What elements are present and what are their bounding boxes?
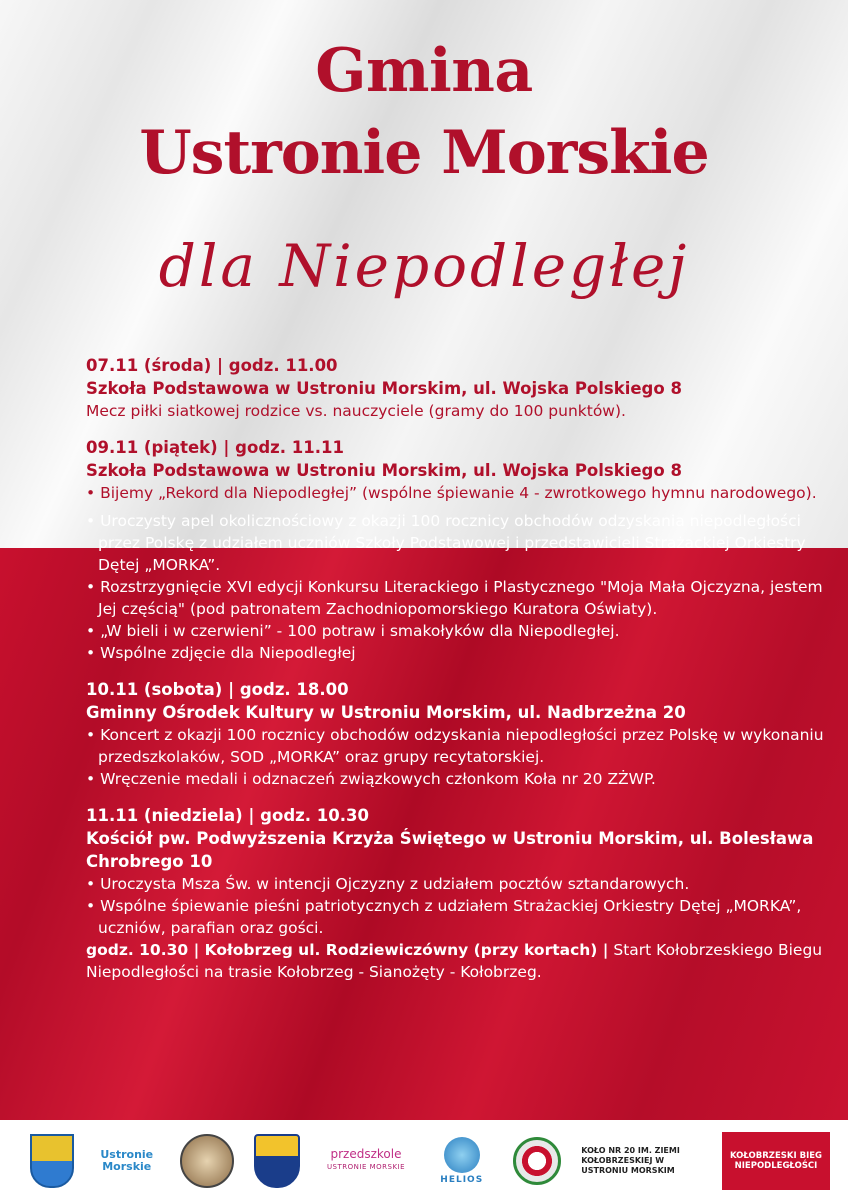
helios-logo xyxy=(432,1133,492,1189)
przedszkole-name: przedszkole xyxy=(330,1147,402,1161)
event-date: 09.11 (piątek) | godz. 11.11 xyxy=(86,438,344,457)
kolo-name: KOŁO NR 20 IM. ZIEMI KOŁOBRZESKIEJ W USTRONIU MORSKIM xyxy=(581,1146,680,1175)
przedszkole-logo xyxy=(321,1133,411,1189)
event-place: Szkoła Podstawowa w Ustroniu Morskim, ul. Wojska Polskiego 8 xyxy=(86,461,682,480)
run-announcement xyxy=(86,939,826,983)
event-description: Mecz piłki siatkowej rodzice vs. nauczyciele (gramy do 100 punktów). xyxy=(86,402,626,420)
event-date: 07.11 (środa) | godz. 11.00 xyxy=(86,356,338,375)
page-subtitle: dla Niepodległej xyxy=(158,232,690,300)
event-1011 xyxy=(86,678,826,790)
event-date: 11.11 (niedziela) | godz. 10.30 xyxy=(86,806,369,825)
gmina-crest-icon xyxy=(30,1134,74,1188)
helios-name: HELIOS xyxy=(440,1175,484,1185)
event-place: Kościół pw. Podwyższenia Krzyża Świętego w Ustroniu Morskim, ul. Bolesława Chrobrego 10 xyxy=(86,829,814,871)
run-time-place: godz. 10.30 | Kołobrzeg ul. Rodziewiczówny (przy kortach) | xyxy=(86,941,609,959)
event-0911 xyxy=(86,436,826,664)
event-date: 10.11 (sobota) | godz. 18.00 xyxy=(86,680,349,699)
event-item: • Wspólne zdjęcie dla Niepodległej xyxy=(86,642,826,664)
event-item: • Wręczenie medali i odznaczeń związkowych członkom Koła nr 20 ZŻWP. xyxy=(86,768,826,790)
events-list xyxy=(86,354,826,997)
page-title-line1: Gmina xyxy=(315,36,533,106)
patron-portrait-icon xyxy=(180,1134,234,1188)
event-item: • Bijemy „Rekord dla Niepodległej” (wspólne śpiewanie 4 - zwrotkowego hymnu narodowego). xyxy=(86,482,826,504)
ustronie-morskie-logo: Ustronie Morskie xyxy=(100,1148,154,1173)
przedszkole-sub: USTRONIE MORSKIE xyxy=(326,1163,406,1171)
bieg-niepodleglosci-logo: KOŁOBRZESKI BIEG NIEPODLEGŁOŚCI xyxy=(722,1132,830,1190)
event-item: • Rozstrzygnięcie XVI edycji Konkursu Literackiego i Plastycznego "Moja Mała Ojczyzna, jestem Jej częścią" (pod patronatem Zachodniopomorskiego Kuratora Oświaty). xyxy=(86,576,826,620)
sponsor-logos xyxy=(30,1130,830,1192)
event-item: • Koncert z okazji 100 rocznicy obchodów odzyskania niepodległości przez Polskę w wykonaniu przedszkolaków, SOD „MORKA” oraz grupy recytatorskiej. xyxy=(86,724,826,768)
event-0711 xyxy=(86,354,826,422)
helios-icon xyxy=(444,1137,480,1173)
orkiestra-morka-shield-icon xyxy=(254,1134,300,1188)
kolo-badge-icon xyxy=(513,1137,561,1185)
page-title-line2: Ustronie Morskie xyxy=(139,118,709,188)
event-place: Gminny Ośrodek Kultury w Ustroniu Morskim, ul. Nadbrzeżna 20 xyxy=(86,703,686,722)
event-item: • Uroczysty apel okolicznościowy z okazji 100 rocznicy obchodów odzyskania niepodległości przez Polskę z udziałem uczniów Szkoły Podstawowej i przedstawicieli Strażackiej Orkiestry Dętej „MORKA”. xyxy=(86,510,826,576)
event-1111 xyxy=(86,804,826,983)
event-place: Szkoła Podstawowa w Ustroniu Morskim, ul. Wojska Polskiego 8 xyxy=(86,379,682,398)
event-item: • Wspólne śpiewanie pieśni patriotycznych z udziałem Strażackiej Orkiestry Dętej „MORKA”, uczniów, parafian oraz gości. xyxy=(86,895,826,939)
event-item: • Uroczysta Msza Św. w intencji Ojczyzny z udziałem pocztów sztandarowych. xyxy=(86,873,826,895)
run-description: Start Kołobrzeskiego Biegu Niepodległości na trasie Kołobrzeg - Sianożęty - Kołobrzeg. xyxy=(86,941,823,981)
event-item: • „W bieli i w czerwieni” - 100 potraw i smakołyków dla Niepodległej. xyxy=(86,620,826,642)
